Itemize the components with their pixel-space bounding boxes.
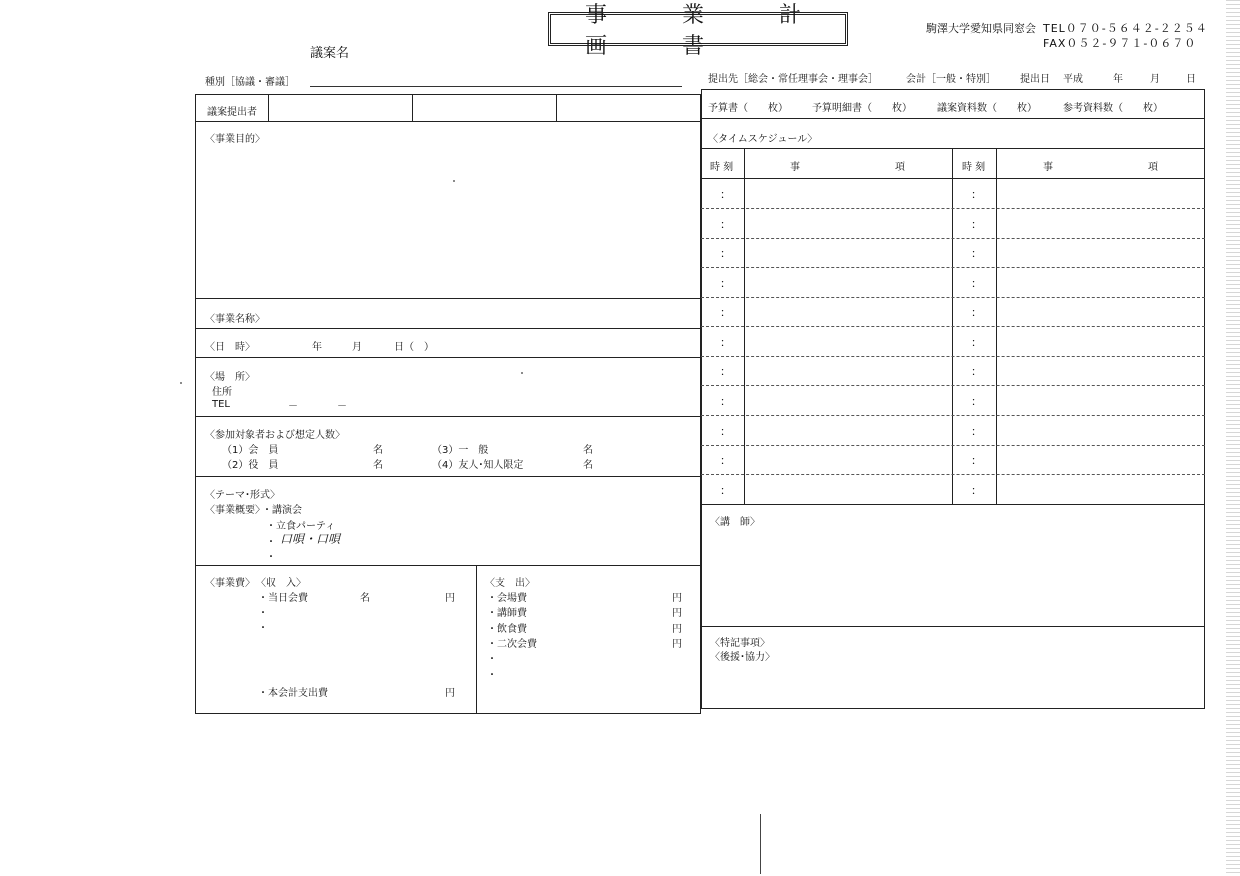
participants-friends: （4）友人･知人限定: [432, 460, 524, 471]
income-main-account: ・本会計支出費: [258, 688, 328, 699]
notes-field[interactable]: [705, 662, 1201, 706]
divider: [701, 178, 1205, 179]
schedule-col-time: 時 刻: [710, 162, 734, 173]
unit-person: 名: [373, 445, 383, 456]
schedule-time-colon[interactable]: ：: [720, 188, 731, 201]
budget-detail-count: 予算明細書（ 枚）: [812, 103, 912, 114]
expense-label: 〈支 出〉: [485, 578, 535, 589]
unit-yen: 円: [672, 639, 682, 650]
support-label: 〈後援･協力〉: [710, 652, 775, 663]
schedule-row-divider: [701, 326, 1205, 327]
schedule-time-colon[interactable]: ：: [971, 395, 982, 408]
budget-count: 予算書（ 枚）: [708, 103, 788, 114]
schedule-time-colon[interactable]: ：: [971, 218, 982, 231]
schedule-time-colon[interactable]: ：: [720, 454, 731, 467]
scan-speck: [453, 180, 455, 182]
schedule-time-colon[interactable]: ：: [720, 336, 731, 349]
org-fax: FAX０５２-９７１-０６７０: [1043, 37, 1197, 50]
schedule-col-item-b: 項: [895, 162, 905, 173]
submitter-field-3[interactable]: [558, 96, 698, 119]
schedule-time-colon[interactable]: ：: [720, 218, 731, 231]
submit-date-year: 年: [1113, 74, 1123, 85]
theme-label: 〈テーマ･形式〉: [205, 490, 280, 501]
schedule-time-colon[interactable]: ：: [720, 247, 731, 260]
schedule-time-colon[interactable]: ：: [971, 306, 982, 319]
submit-date-label: 提出日: [1020, 74, 1050, 85]
divider: [701, 148, 1205, 149]
income-item-fee: ・当日会費: [258, 593, 308, 604]
reference-docs-count: 参考資料数（ 枚）: [1063, 103, 1163, 114]
schedule-time-colon[interactable]: ：: [720, 425, 731, 438]
overview-item-3: ・: [266, 537, 276, 548]
schedule-row-divider: [701, 385, 1205, 386]
cost-label: 〈事業費〉: [205, 578, 255, 589]
org-tel: TEL０７０-５６４２-２２５４: [1043, 22, 1208, 35]
address-label: 住所: [212, 387, 232, 398]
schedule-time-colon[interactable]: ：: [971, 425, 982, 438]
proposal-docs-count: 議案資料数（ 枚）: [937, 103, 1037, 114]
expense-afterparty: ・二次会費: [487, 639, 537, 650]
divider: [268, 94, 269, 121]
event-name-field[interactable]: [270, 302, 695, 326]
schedule-row-divider: [701, 356, 1205, 357]
schedule-time-colon[interactable]: ：: [971, 247, 982, 260]
proposal-name-label: 議案名: [310, 46, 350, 61]
overview-item-lecture: ・講演会: [262, 505, 302, 516]
place-tel-dash-2: －: [337, 401, 347, 412]
schedule-time-colon[interactable]: ：: [720, 395, 731, 408]
schedule-row-divider: [701, 297, 1205, 298]
income-dot: ・: [258, 608, 268, 619]
org-name: 駒澤大学愛知県同窓会: [926, 22, 1036, 35]
datetime-day: 日（ ）: [394, 342, 434, 353]
expense-dot: ・: [487, 670, 497, 681]
divider: [195, 565, 701, 566]
place-label: 〈場 所〉: [205, 372, 255, 383]
lecturer-label: 〈講 師〉: [710, 517, 760, 528]
divider: [195, 357, 701, 358]
submitter-label: 議案提出者: [207, 107, 257, 118]
divider: [195, 416, 701, 417]
divider: [412, 94, 413, 121]
schedule-col-item-a-2: 事: [1043, 162, 1053, 173]
submit-to-label: 提出先［総会・常任理事会・理事会］: [708, 74, 878, 85]
submitter-field-1[interactable]: [270, 96, 410, 119]
schedule-time-colon[interactable]: ：: [720, 484, 731, 497]
overview-item-4: ・: [266, 552, 276, 563]
expense-food: ・飲食費: [487, 624, 527, 635]
place-tel-dash-1: －: [288, 401, 298, 412]
account-label: 会計［一般・特別］: [906, 74, 996, 85]
overview-handwritten: 口唄・口唄: [280, 532, 341, 546]
submit-date-month: 月: [1150, 74, 1160, 85]
schedule-time-colon[interactable]: ：: [971, 454, 982, 467]
event-name-label: 〈事業名称〉: [205, 314, 265, 325]
divider: [701, 504, 1205, 505]
schedule-row-divider: [701, 415, 1205, 416]
schedule-col-item-b-2: 項: [1148, 162, 1158, 173]
datetime-label: 〈日 時〉: [205, 342, 255, 353]
schedule-time-colon[interactable]: ：: [971, 188, 982, 201]
divider: [701, 626, 1205, 627]
type-underline: [310, 86, 682, 87]
schedule-row-divider: [701, 474, 1205, 475]
unit-person: 名: [360, 593, 370, 604]
schedule-row-divider: [701, 238, 1205, 239]
income-dot: ・: [258, 623, 268, 634]
overview-label: 〈事業概要〉: [205, 505, 265, 516]
purpose-label: 〈事業目的〉: [205, 134, 265, 145]
divider: [556, 94, 557, 121]
divider: [476, 565, 477, 714]
scan-edge: [1226, 0, 1240, 876]
schedule-row-divider: [701, 208, 1205, 209]
datetime-year: 年: [312, 342, 322, 353]
participants-officers: （2）役 員: [222, 460, 279, 471]
divider: [701, 118, 1205, 119]
divider: [195, 328, 701, 329]
unit-person: 名: [583, 445, 593, 456]
expense-dot: ・: [487, 654, 497, 665]
unit-yen: 円: [445, 688, 455, 699]
overview-item-party: ・立食パーティ: [266, 521, 336, 532]
divider: [195, 476, 701, 477]
unit-person: 名: [583, 460, 593, 471]
unit-person: 名: [373, 460, 383, 471]
expense-venue: ・会場費: [487, 593, 527, 604]
unit-yen: 円: [672, 608, 682, 619]
submit-date-day: 日: [1186, 74, 1196, 85]
schedule-time-colon[interactable]: ：: [720, 306, 731, 319]
scan-speck: [180, 382, 182, 384]
schedule-col-item-a: 事: [790, 162, 800, 173]
schedule-label: 〈タイムスケジュール〉: [708, 134, 818, 145]
schedule-time-colon[interactable]: ：: [971, 336, 982, 349]
schedule-time-colon[interactable]: ：: [971, 365, 982, 378]
schedule-time-colon[interactable]: ：: [720, 277, 731, 290]
scan-mark: [760, 814, 761, 874]
expense-lecturer: ・講師費: [487, 608, 527, 619]
unit-yen: 円: [672, 624, 682, 635]
participants-members: （1）会 員: [222, 445, 279, 456]
schedule-time-colon[interactable]: ：: [971, 484, 982, 497]
document-title: 事 業 計 画 書: [550, 14, 846, 44]
schedule-col-time-2: 時 刻: [962, 162, 986, 173]
type-label: 種別［協議・審議］: [205, 77, 295, 88]
schedule-time-colon[interactable]: ：: [720, 365, 731, 378]
datetime-month: 月: [352, 342, 362, 353]
participants-general: （3）一 般: [432, 445, 489, 456]
divider: [195, 121, 701, 122]
schedule-time-colon[interactable]: ：: [971, 277, 982, 290]
schedule-row-divider: [701, 267, 1205, 268]
submit-date-era: 平成: [1063, 74, 1083, 85]
income-label: 〈収 入〉: [256, 578, 306, 589]
participants-label: 〈参加対象者および想定人数〉: [205, 430, 345, 441]
schedule-row-divider: [701, 445, 1205, 446]
unit-yen: 円: [672, 593, 682, 604]
notes-label: 〈特記事項〉: [710, 638, 770, 649]
lecturer-field[interactable]: [705, 528, 1201, 623]
scan-speck: [521, 372, 523, 374]
place-tel-label: TEL: [212, 399, 230, 410]
submitter-field-2[interactable]: [414, 96, 554, 119]
divider: [195, 298, 701, 299]
purpose-field[interactable]: [198, 145, 698, 295]
unit-yen: 円: [445, 593, 455, 604]
